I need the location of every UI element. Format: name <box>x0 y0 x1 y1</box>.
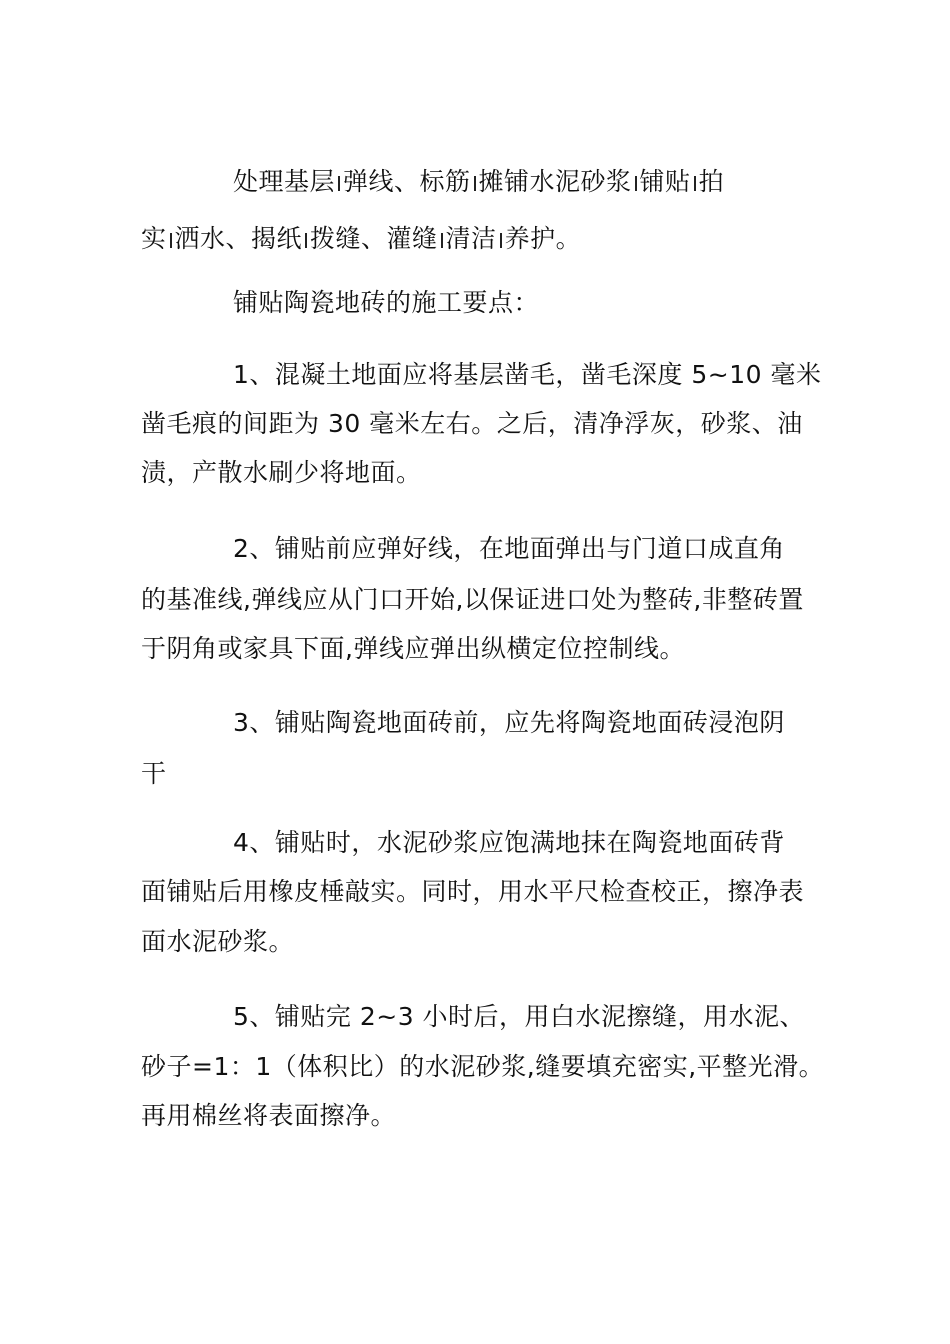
point-3-line-1: 3、铺贴陶瓷地面砖前，应先将陶瓷地面砖浸泡阴 <box>233 708 785 737</box>
point-5-line-1: 5、铺贴完 2~3 小时后，用白水泥擦缝，用水泥、 <box>233 1002 806 1031</box>
process-flow-line-1 <box>233 165 724 199</box>
process-step: 处理基层 <box>233 167 336 196</box>
section-heading: 铺贴陶瓷地砖的施工要点： <box>233 288 540 317</box>
step-separator-icon <box>500 233 502 248</box>
process-step: 弹线、标筋 <box>343 167 471 196</box>
point-4-line-3: 面水泥砂浆。 <box>141 927 295 956</box>
process-step: 实 <box>141 224 167 253</box>
step-separator-icon <box>305 233 307 248</box>
point-4-line-1: 4、铺贴时，水泥砂浆应饱满地抹在陶瓷地面砖背 <box>233 828 785 857</box>
point-5-line-2: 砂子=1：1（体积比）的水泥砂浆,缝要填充密实,平整光滑。 <box>141 1052 825 1081</box>
point-2-line-3: 于阴角或家具下面,弹线应弹出纵横定位控制线。 <box>141 634 685 663</box>
step-separator-icon <box>635 176 637 191</box>
process-step: 清洁 <box>445 224 497 253</box>
process-step: 洒水、揭纸 <box>174 224 303 253</box>
process-step: 养护。 <box>504 224 582 253</box>
point-4-line-2: 面铺贴后用橡皮棰敲实。同时，用水平尺检查校正，擦净表 <box>141 877 805 906</box>
step-separator-icon <box>694 176 696 191</box>
point-2-line-1: 2、铺贴前应弹好线，在地面弹出与门道口成直角 <box>233 534 785 563</box>
step-separator-icon <box>474 176 476 191</box>
process-step: 拍 <box>698 167 725 196</box>
point-1-line-1: 1、混凝土地面应将基层凿毛，凿毛深度 5~10 毫米 <box>233 360 822 389</box>
process-step: 摊铺水泥砂浆 <box>478 167 632 196</box>
point-5-line-3: 再用棉丝将表面擦净。 <box>141 1101 397 1130</box>
process-step: 铺贴 <box>639 167 691 196</box>
step-separator-icon <box>170 233 172 248</box>
process-step: 拨缝、灌缝 <box>310 224 438 253</box>
step-separator-icon <box>441 233 443 248</box>
step-separator-icon <box>338 176 340 191</box>
point-1-line-2: 凿毛痕的间距为 30 毫米左右。之后，清净浮灰，砂浆、油 <box>141 409 803 438</box>
point-1-line-3: 渍，产散水刷少将地面。 <box>141 458 422 487</box>
point-2-line-2: 的基准线,弹线应从门口开始,以保证进口处为整砖,非整砖置 <box>141 585 804 614</box>
process-flow-line-2 <box>141 222 581 256</box>
point-3-line-2: 干 <box>141 759 167 788</box>
